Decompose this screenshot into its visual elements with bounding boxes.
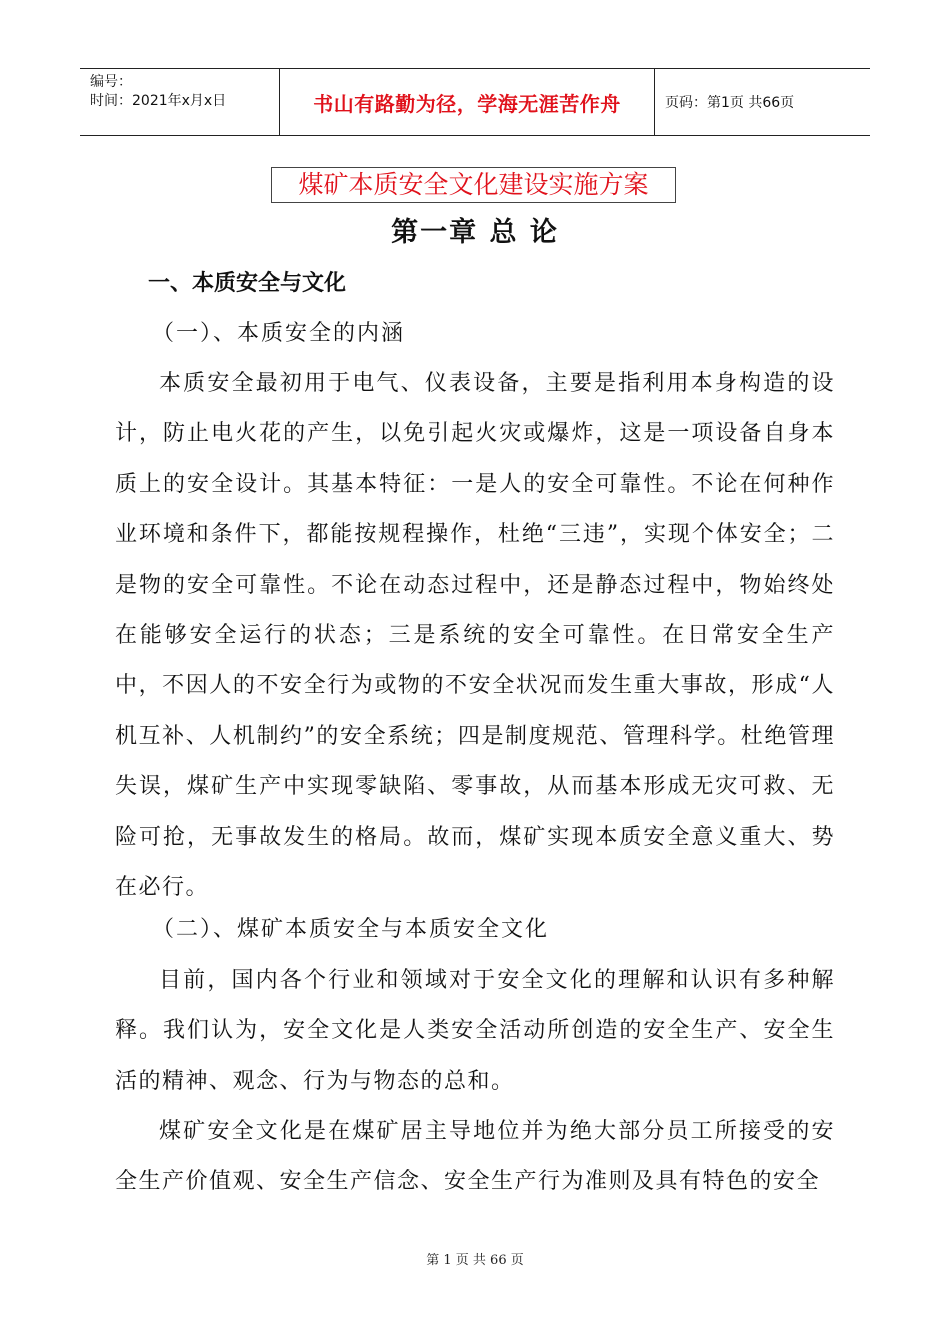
paragraph-3: 煤矿安全文化是在煤矿居主导地位并为绝大部分员工所接受的安全生产价值观、安全生产信念、安全生产行为准则及具有特色的安全 xyxy=(115,1119,835,1195)
section-heading: 一、本质安全与文化 xyxy=(148,271,347,296)
header-page-info: 页码：第1页 共66页 xyxy=(665,95,795,111)
subsection-heading-2: （二）、煤矿本质安全与本质安全文化 xyxy=(152,917,550,942)
paragraph-2: 目前，国内各个行业和领域对于安全文化的理解和认识有多种解释。我们认为，安全文化是人类安全活动所创造的安全生产、安全生活的精神、观念、行为与物态的总和。 xyxy=(115,968,835,1094)
number-label: 编号： xyxy=(90,74,132,90)
header-motto: 书山有路勤为径，学海无涯苦作舟 xyxy=(280,69,655,135)
chapter-heading: 第一章 总 论 xyxy=(391,217,559,248)
document-title: 煤矿本质安全文化建设实施方案 xyxy=(271,167,676,203)
time-label: 时间：2021年x月x日 xyxy=(90,93,227,109)
paragraph-1: 本质安全最初用于电气、仪表设备，主要是指利用本身构造的设计，防止电火花的产生，以免引起火灾或爆炸，这是一项设备自身本质上的安全设计。其基本特征：一是人的安全可靠性。不论在何种作业环境和条件下，都能按规程操作，杜绝“三违”，实现个体安全；二是物的安全可靠性。不论在动态过程中，还是静态过程中，物始终处在能够安全运行的状态；三是系统的安全可靠性。在日常安全生产中，不因人的不安全行为或物的不安全状况而发生重大事故，形成“人机互补、人机制约”的安全系统；四是制度规范、管理科学。杜绝管理失误，煤矿生产中实现零缺陷、零事故，从而基本形成无灾可救、无险可抢，无事故发生的格局。故而，煤矿实现本质安全意义重大、势在必行。 xyxy=(115,371,835,901)
page-footer: 第 1 页 共 66 页 xyxy=(426,1253,524,1268)
subsection-heading-1: （一）、本质安全的内涵 xyxy=(152,321,406,346)
header-table xyxy=(80,68,870,136)
header-meta-cell xyxy=(80,69,280,135)
